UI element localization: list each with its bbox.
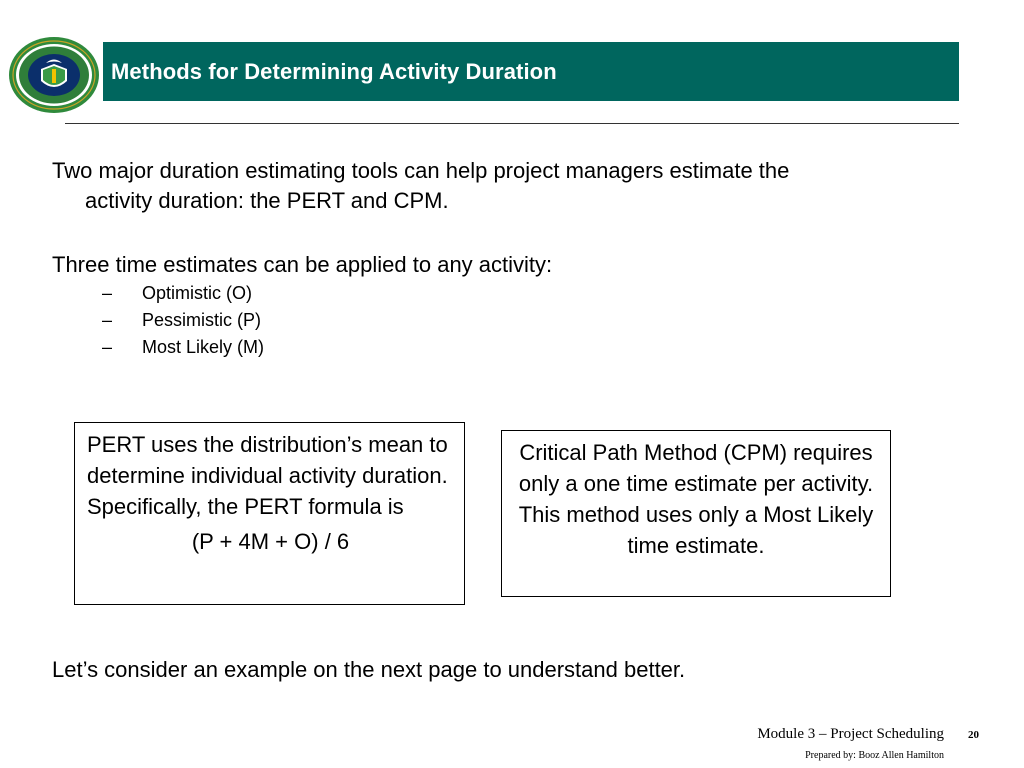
intro-paragraph (52, 156, 932, 216)
footer-prepared-by: Prepared by: Booz Allen Hamilton (805, 750, 944, 761)
list-item (102, 335, 264, 362)
list-item-label: Optimistic (O) (142, 283, 252, 303)
title-bar (103, 42, 959, 101)
list-item (102, 281, 264, 308)
pert-box (74, 422, 465, 605)
intro-line-1: Two major duration estimating tools can help project managers estimate the (52, 158, 790, 183)
pert-description: PERT uses the distribution’s mean to determine individual activity duration. Specifically, the PERT formula is (87, 432, 448, 519)
estimates-list (102, 281, 264, 362)
pert-formula: (P + 4M + O) / 6 (191, 529, 350, 554)
list-item (102, 308, 264, 335)
closing-paragraph: Let’s consider an example on the next page to understand better. (52, 657, 686, 682)
department-of-energy-seal-icon (8, 36, 100, 114)
list-item-label: Pessimistic (P) (142, 310, 262, 330)
cpm-description: Critical Path Method (CPM) requires only a one time estimate per activity. This method uses only a Most Likely time estimate. (518, 440, 874, 558)
footer-module: Module 3 – Project Scheduling (757, 726, 944, 742)
list-item-label: Most Likely (M) (142, 337, 265, 357)
cpm-box (501, 430, 891, 597)
list-dash: – (102, 310, 113, 330)
list-dash: – (102, 283, 113, 303)
page-number: 20 (968, 729, 979, 741)
list-dash: – (102, 337, 113, 357)
intro-line-2: activity duration: the PERT and CPM. (85, 188, 449, 213)
title-divider (65, 123, 959, 124)
slide-title: Methods for Determining Activity Duration (111, 58, 557, 84)
estimates-heading: Three time estimates can be applied to any activity: (52, 252, 553, 277)
